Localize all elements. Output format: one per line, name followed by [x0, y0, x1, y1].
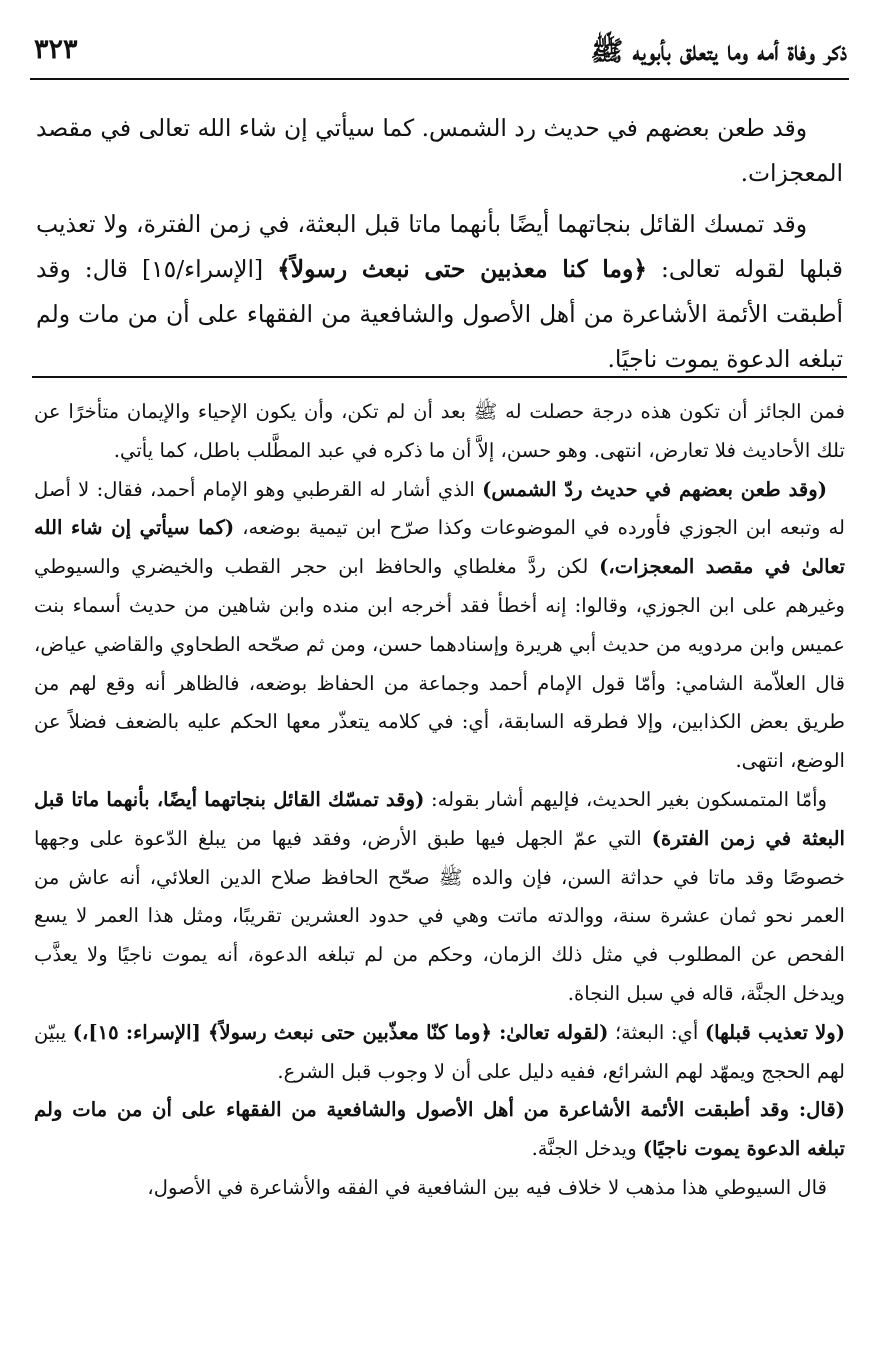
commentary-text-segment: ويدخل الجنَّة. — [531, 1137, 643, 1161]
quoted-lemma: (وقد طعن بعضهم في حديث ردّ الشمس) — [482, 477, 827, 501]
commentary-paragraph — [34, 1091, 845, 1169]
main-paragraph-text: وقد طعن بعضهم في حديث رد الشمس. كما سيأتي إن شاء الله تعالى في مقصد المعجزات. — [36, 114, 843, 187]
commentary-text-segment: وأمّا المتمسكون بغير الحديث، فإليهم أشار بقوله: — [424, 787, 827, 811]
quran-quote: ﴿وما كنا معذبين حتى نبعث رسولاً﴾ — [277, 255, 647, 283]
commentary-paragraph — [34, 1014, 845, 1092]
commentary-paragraph — [34, 781, 845, 1014]
main-paragraph — [36, 106, 843, 196]
commentary-divider — [32, 376, 847, 378]
header-divider — [30, 78, 849, 80]
commentary-paragraph — [34, 393, 845, 471]
main-text — [36, 106, 843, 388]
commentary-text-segment: التي عمّ الجهل فيها طبق الأرض، وفقد فيها من يبلغ الدّعوة على وجهها خصوصًا وقد ماتا في حداثة السن، فإن والده ﷺ صحّح الحافظ صلاح الدين العلائي، أنه عاش من العمر نحو ثمان عشرة سنة، ووالدته ماتت وهي في حدود العشرين تقريبًا، ومثل هذا العمر لا يسع الفحص عن المطلوب في مثل ذلك الزمان، وحكم من لم تبلغه الدعوة، أنه يموت ناجيًا ولا يعذَّب ويدخل الجنَّة، قاله في سبل النجاة. — [34, 826, 845, 1005]
commentary-text-segment: لكن ردَّ مغلطاي والحافظ ابن حجر القطب والخيضري والسيوطي وغيرهم على ابن الجوزي، وقالوا: إنه أخطأ فقد أخرجه ابن منده وابن شاهين من حديث أسماء بنت عميس وابن مردويه من حديث أبي هريرة وإسنادهما حسن، ومن ثم صحّحه الطحاوي والقاضي عياض، قال العلاّمة الشامي: وأمّا قول الإمام أحمد وجماعة من الحفاظ بوضعه، فالظاهر أنه وقع لهم من طريق بعض الكذابين، وإلا فطرقه السابقة، أي: في كلامه يتعذّر معها الحكم عليه بالضعف فضلاً عن الوضع، انتهى. — [34, 555, 845, 773]
main-paragraph — [36, 202, 843, 382]
main-paragraph-text: قال: وقد أطبقت الأئمة الأشاعرة من أهل الأصول والشافعية من الفقهاء على أن من مات ولم تبلغه الدعوة يموت ناجيًا. — [36, 255, 843, 373]
commentary-text-segment: الذي أشار له القرطبي وهو الإمام أحمد، فقال: لا أصل له وتبعه ابن الجوزي فأورده في الموضوعات وكذا صرّح ابن تيمية بوضعه، — [34, 477, 845, 540]
commentary-text-segment: أي: البعثة؛ — [608, 1020, 705, 1044]
running-header — [34, 34, 847, 74]
quran-reference: [الإسراء/١٥] — [127, 255, 278, 283]
commentary-paragraph — [34, 1169, 845, 1208]
page-number: ٣٢٣ — [34, 34, 78, 65]
commentary-text-segment: فمن الجائز أن تكون هذه درجة حصلت له ﷺ بعد أن لم تكن، وأن يكون الإحياء والإيمان متأخرًا عن تلك الأحاديث فلا تعارض، انتهى. وهو حسن، إلاَّ أن ما ذكره في عبد المطَّلب باطل، كما يأتي. — [34, 400, 845, 462]
running-title: ذكر وفاة أمه وما يتعلق بأبويه ﷺ — [590, 36, 847, 67]
commentary-text — [34, 393, 845, 1208]
commentary-paragraph — [34, 471, 845, 781]
quoted-lemma: (لقوله تعالىٰ: ﴿وما كنّا معذّبين حتى نبعث رسولاً﴾ [الإسراء: ١٥]،) — [72, 1020, 609, 1044]
commentary-text-segment: قال السيوطي هذا مذهب لا خلاف فيه بين الشافعية في الفقه والأشاعرة في الأصول، — [147, 1175, 827, 1199]
commentary-text-segment: يبيّن لهم الحجج ويمهّد لهم الشرائع، ففيه دليل على أن لا وجوب قبل الشرع. — [34, 1020, 845, 1083]
quoted-lemma: (ولا تعذيب قبلها) — [704, 1020, 845, 1044]
quoted-lemma: (قال: وقد أطبقت الأئمة الأشاعرة من أهل الأصول والشافعية من الفقهاء على أن من مات ولم تبلغه الدعوة يموت ناجيًا) — [34, 1098, 845, 1161]
quoted-lemma: (كما سيأتي إن شاء الله تعالىٰ في مقصد المعجزات،) — [34, 516, 845, 579]
quoted-lemma: (وقد تمسّك القائل بنجاتهما أيضًا، بأنهما ماتا قبل البعثة في زمن الفترة) — [34, 787, 845, 850]
main-paragraph-text: وقد تمسك القائل بنجاتهما أيضًا بأنهما ماتا قبل البعثة، في زمن الفترة، ولا تعذيب قبلها لقوله تعالى: — [36, 210, 843, 283]
